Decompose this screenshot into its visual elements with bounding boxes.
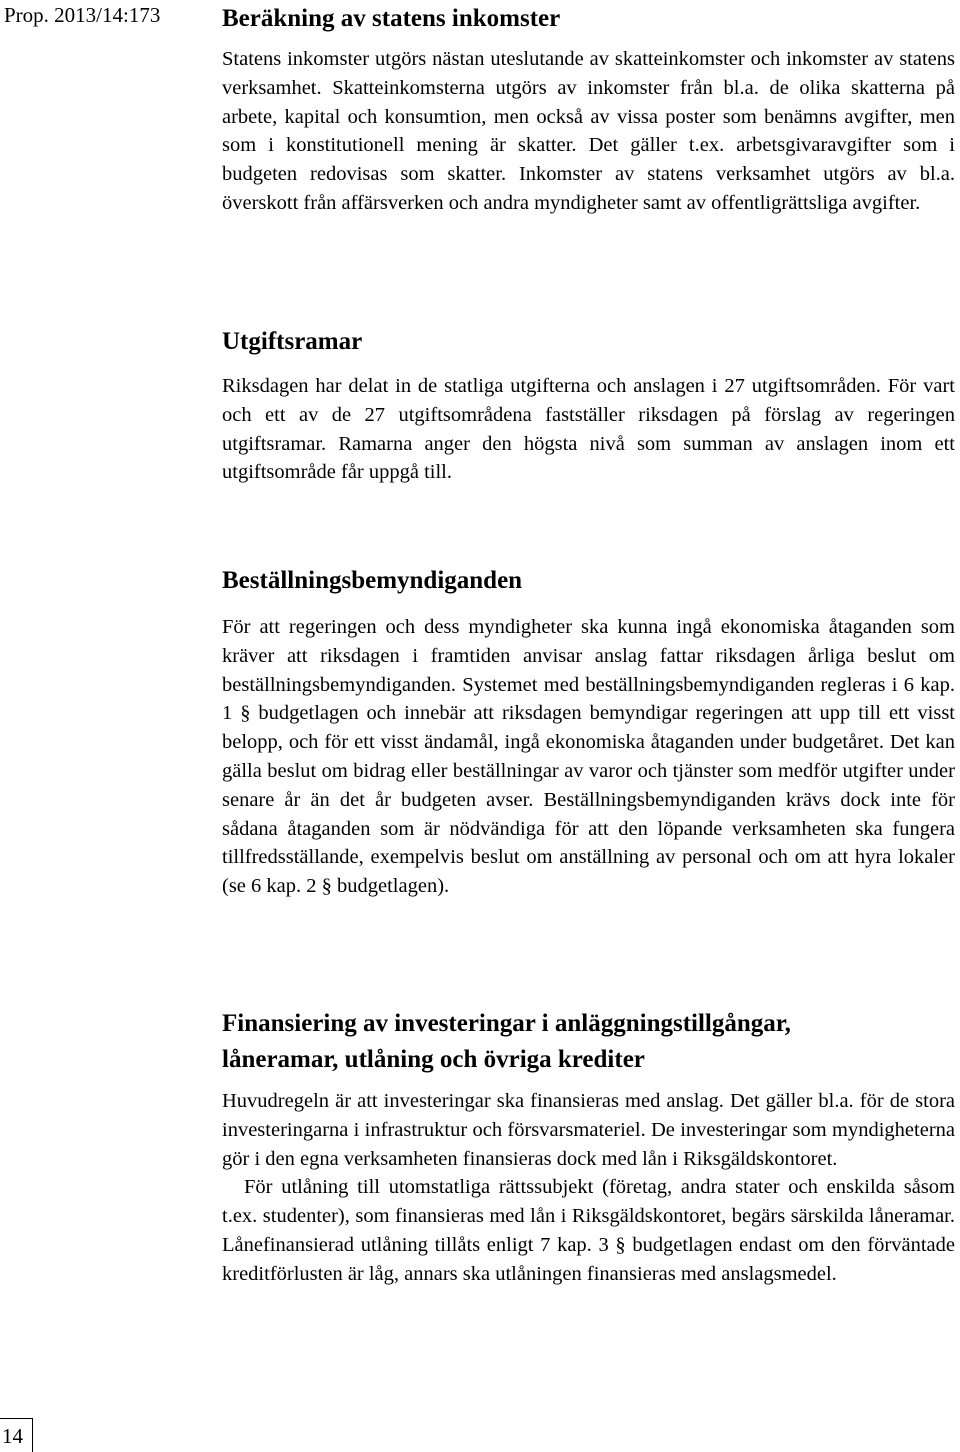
section-heading-finansiering [222, 1006, 791, 1078]
paragraph: För att regeringen och dess myndigheter ska kunna ingå ekonomiska åtaganden som kräver att riksdagen i framtiden anvisar anslag fattar riksdagen årliga beslut om beställningsbemyndiganden. Systemet med beställningsbemyndiganden regleras i 6 kap. 1 § budgetlagen och innebär att riksdagen bemyndigar regeringen att upp till ett visst belopp, och för ett visst ändamål, ingå ekonomiska åtaganden under budgetåret. Det kan gälla beslut om bidrag eller beställningar av varor och tjänster som medför utgifter under senare år än det år budgeten avser. Beställningsbemyndiganden krävs dock inte för sådana åtaganden som är nödvändiga för att den löpande verksamheten ska fungera tillfredsställande, exempelvis beslut om anställning av personal och om att hyra lokaler (se 6 kap. 2 § budgetlagen). [222, 616, 955, 898]
section-heading-bestallningsbemyndiganden: Beställningsbemyndiganden [222, 567, 523, 594]
paragraph: Huvudregeln är att investeringar ska finansieras med anslag. Det gäller bl.a. för de stora investeringarna i infrastruktur och försvarsmateriel. De investeringar som myndigheterna gör i den egna verksamheten finansieras dock med lån i Riksgäldskontoret. [222, 1090, 955, 1170]
page-number: 14 [2, 1424, 23, 1448]
section-heading-line: låneramar, utlåning och övriga krediter [222, 1046, 645, 1073]
page-number-rule [0, 1418, 32, 1419]
section-heading-utgiftsramar: Utgiftsramar [222, 328, 363, 355]
section-body-bestallningsbemyndiganden [222, 613, 955, 901]
paragraph: Statens inkomster utgörs nästan uteslutande av skatteinkomster och inkomster av statens verksamhet. Skatteinkomsterna utgörs av inkomster från bl.a. de olika skatterna på arbete, kapital och konsumtion, men också av vissa poster som benämns avgifter, men som i konstitutionell mening är skatter. Det gäller t.ex. arbetsgivaravgifter som i budgeten redovisas som skatter. Inkomster av statens verksamhet utgörs av bl.a. överskott från affärsverken och andra myndigheter samt av offentligrättsliga avgifter. [222, 48, 955, 214]
paragraph: För utlåning till utomstatliga rättssubjekt (företag, andra stater och enskilda såsom t.ex. studenter), som finansieras med lån i Riksgäldskontoret, begärs särskilda låneramar. Lånefinansierad utlåning tillåts enligt 7 kap. 3 § budgetlagen endast om den förväntade kreditförlusten är låg, annars ska utlåningen finansieras med anslagsmedel. [222, 1176, 955, 1285]
section-heading-line: Finansiering av investeringar i anläggningstillgångar, [222, 1010, 791, 1037]
section-body-statens-inkomster [222, 45, 955, 218]
section-body-finansiering [222, 1087, 955, 1289]
running-head: Prop. 2013/14:173 [4, 3, 161, 27]
section-heading-statens-inkomster: Beräkning av statens inkomster [222, 5, 561, 32]
section-body-utgiftsramar [222, 372, 955, 487]
paragraph: Riksdagen har delat in de statliga utgifterna och anslagen i 27 utgiftsområden. För vart och ett av de 27 utgiftsområdena fastställer riksdagen på förslag av regeringen utgiftsramar. Ramarna anger den högsta nivå som summan av anslagen inom ett utgiftsområde får uppgå till. [222, 375, 955, 484]
page-number-rule [32, 1418, 33, 1452]
